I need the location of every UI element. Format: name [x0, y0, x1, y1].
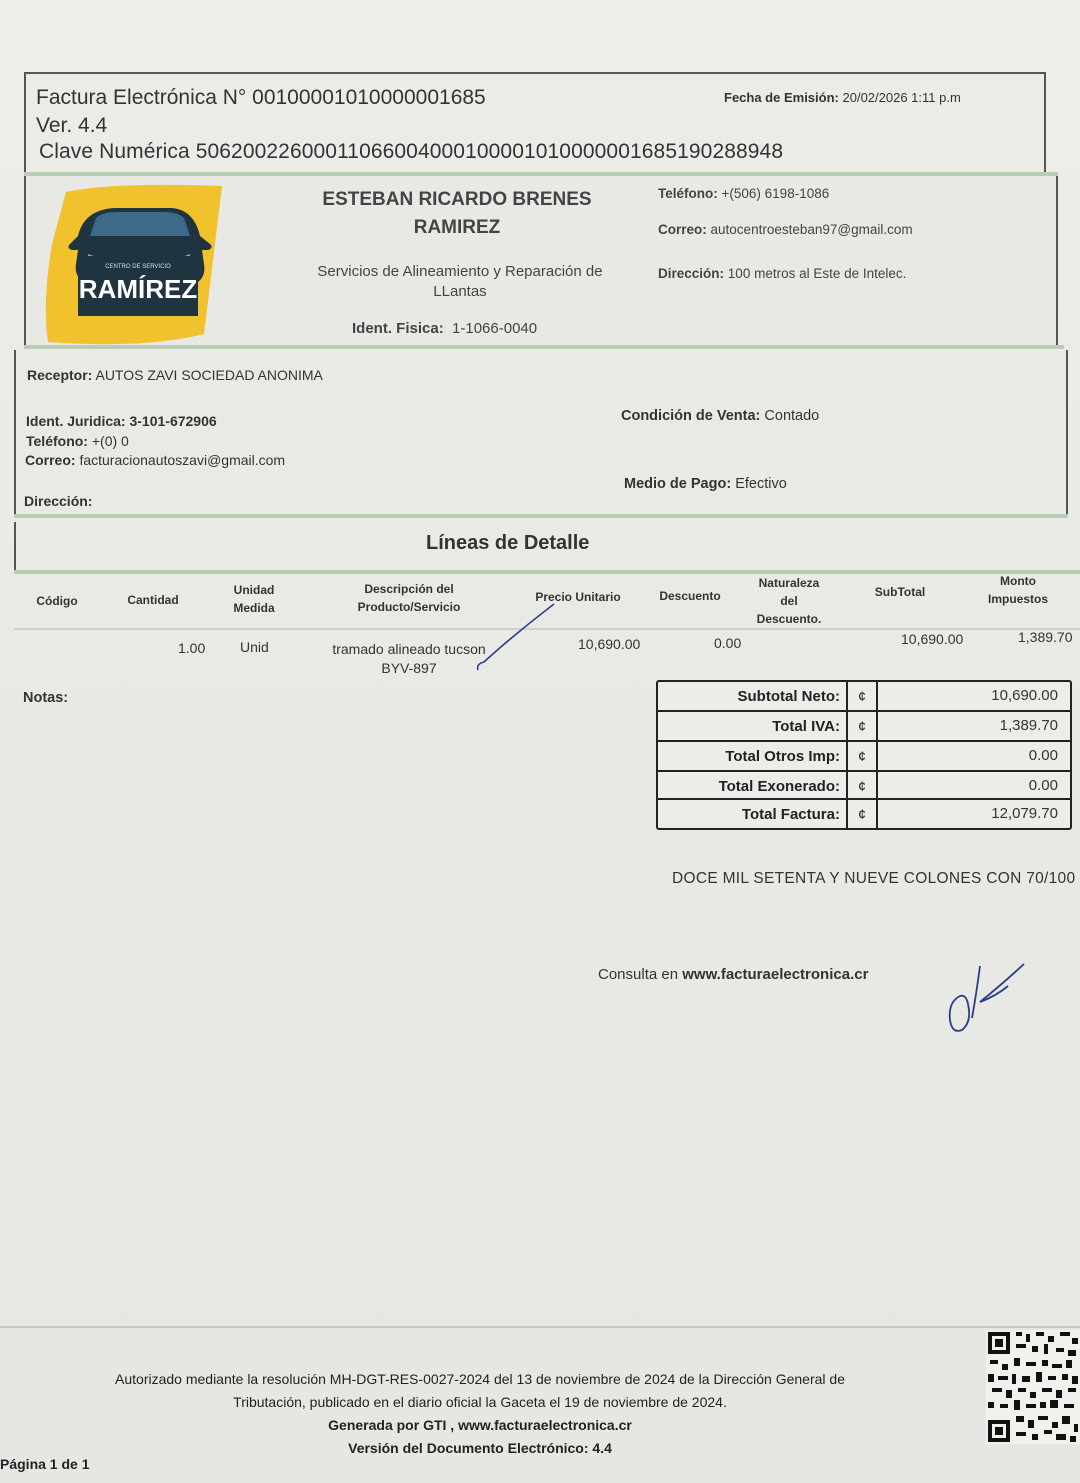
- col-descripcion-line1: Descripción del: [364, 582, 454, 596]
- condicion-value: Contado: [764, 408, 820, 424]
- currency-symbol: ¢: [846, 772, 878, 800]
- col-cantidad: Cantidad: [127, 593, 179, 607]
- totals-row: [658, 710, 1070, 740]
- page-number: Página 1 de 1: [0, 1456, 90, 1472]
- col-monto-line1: Monto: [1000, 574, 1036, 588]
- col-naturaleza-line1: Naturaleza: [758, 576, 820, 590]
- issuer-correo-value: autocentroesteban97@gmail.com: [710, 222, 913, 237]
- logo-text: RAMÍREZ: [78, 274, 198, 304]
- fecha-label: Fecha de Emisión:: [724, 90, 839, 105]
- issuer-direccion-label: Dirección:: [658, 266, 725, 281]
- row-descuento: 0.00: [714, 635, 742, 651]
- footer-separator: [0, 1326, 1080, 1328]
- footer-line4: Versión del Documento Electrónico: 4.4: [348, 1440, 612, 1456]
- company-logo: [44, 184, 222, 346]
- top-margin: [0, 0, 1080, 68]
- invoice-version: Ver. 4.4: [36, 114, 108, 137]
- currency-symbol: ¢: [846, 712, 878, 740]
- receptor-telefono-label: Teléfono:: [26, 433, 88, 449]
- receptor-telefono-value: +(0) 0: [91, 433, 129, 449]
- col-descripcion: [338, 580, 480, 616]
- handwritten-checkmark: [470, 600, 560, 676]
- issuer-ident-label: Ident. Fisica:: [352, 320, 444, 337]
- col-codigo: Código: [36, 594, 78, 608]
- row-descripcion-line2: BYV-897: [381, 660, 437, 676]
- row-cantidad: 1.00: [178, 640, 206, 656]
- issuer-services: Servicios de Alineamiento y Reparación de LLantas: [317, 263, 603, 300]
- issuer-telefono: [658, 186, 829, 201]
- row-impuestos: 1,389.70: [1018, 629, 1073, 645]
- col-subtotal: SubTotal: [874, 585, 926, 599]
- total-value: 0.00: [1028, 777, 1058, 794]
- row-descripcion-line1: tramado alineado tucson: [332, 641, 486, 657]
- logo-small-text: CENTRO DE SERVICIO: [105, 264, 171, 270]
- receptor-telefono: [26, 433, 129, 449]
- invoice-title: Factura Electrónica N° 00100001010000001685: [36, 86, 486, 109]
- clave-numerica: Clave Numérica 50620022600011066004000100001010000001685190288948: [39, 140, 784, 163]
- separator: [14, 570, 1080, 574]
- total-value: 1,389.70: [999, 717, 1058, 734]
- condicion-label: Condición de Venta:: [621, 408, 761, 424]
- consulta-line: [598, 966, 868, 983]
- issuer-telefono-label: Teléfono:: [658, 186, 718, 201]
- medio-label: Medio de Pago:: [624, 476, 732, 492]
- issuer-direccion: [658, 266, 906, 281]
- col-descuento: Descuento: [659, 589, 721, 603]
- total-value: 0.00: [1028, 747, 1058, 764]
- issuer-correo: [658, 222, 913, 237]
- consulta-link[interactable]: www.facturaelectronica.cr: [682, 966, 869, 983]
- footer-line1: Autorizado mediante la resolución MH-DGT-RES-0027-2024 del 13 de noviembre de 2024 de la Dirección General de: [115, 1371, 845, 1387]
- issuer-correo-label: Correo:: [658, 222, 707, 237]
- medio-value: Efectivo: [735, 476, 787, 492]
- receptor-ident-value: 3-101-672906: [129, 413, 217, 429]
- total-label: Total Exonerado:: [718, 778, 840, 795]
- issuer-ident: [352, 320, 537, 337]
- footer-line2: Tributación, publicado en el diario oficial la Gaceta el 19 de noviembre de 2024.: [233, 1394, 727, 1410]
- currency-symbol: ¢: [846, 742, 878, 770]
- handwritten-ok-signature: [940, 956, 1040, 1046]
- col-unidad: [216, 581, 292, 617]
- issuer-ident-value: 1-1066-0040: [452, 320, 538, 337]
- col-unidad-line1: Unidad: [233, 583, 275, 597]
- totals-row: [658, 740, 1070, 770]
- receptor-label: Receptor:: [27, 367, 93, 383]
- qr-code: [986, 1330, 1080, 1444]
- issuer-telefono-value: +(506) 6198-1086: [721, 186, 830, 201]
- separator: [14, 514, 1068, 518]
- currency-symbol: ¢: [846, 682, 878, 712]
- amount-in-words: DOCE MIL SETENTA Y NUEVE COLONES CON 70/100: [672, 870, 1076, 887]
- fecha-value: 20/02/2026 1:11 p.m: [842, 90, 961, 105]
- separator: [24, 345, 1064, 349]
- footer-line3: Generada por GTI , www.facturaelectronica.cr: [328, 1417, 632, 1433]
- total-value: 12,079.70: [991, 805, 1058, 822]
- col-naturaleza: [744, 574, 834, 628]
- row-unidad: Unid: [240, 639, 269, 655]
- notas-label: Notas:: [23, 690, 69, 706]
- fecha-emision: [724, 90, 961, 105]
- receptor-ident: [26, 413, 217, 429]
- issuer-direccion-value: 100 metros al Este de Intelec.: [727, 266, 907, 281]
- totals-row: [658, 770, 1070, 800]
- receptor-direccion: [24, 493, 92, 509]
- issuer-name: ESTEBAN RICARDO BRENES RAMIREZ: [322, 189, 592, 238]
- col-precio: Precio Unitario: [535, 590, 621, 604]
- col-naturaleza-line2: del: [780, 594, 798, 608]
- col-monto-line2: Impuestos: [987, 592, 1048, 606]
- col-descripcion-line2: Producto/Servicio: [357, 600, 461, 614]
- currency-symbol: ¢: [846, 800, 878, 828]
- receptor-correo-label: Correo:: [25, 452, 76, 468]
- col-monto: [976, 572, 1060, 608]
- col-unidad-line2: Medida: [233, 601, 275, 615]
- totals-table: [656, 680, 1072, 830]
- receptor-direccion-label: Dirección:: [24, 493, 93, 509]
- row-precio: 10,690.00: [578, 636, 641, 652]
- totals-row: [658, 682, 1070, 712]
- consulta-prefix: Consulta en: [598, 966, 679, 983]
- medio-pago: [624, 476, 787, 492]
- total-label: Subtotal Neto:: [737, 688, 840, 705]
- total-label: Total Otros Imp:: [725, 748, 840, 765]
- total-label: Total IVA:: [772, 718, 840, 735]
- total-label: Total Factura:: [741, 806, 840, 823]
- row-subtotal: 10,690.00: [901, 631, 964, 647]
- total-value: 10,690.00: [991, 687, 1058, 704]
- receptor-value: AUTOS ZAVI SOCIEDAD ANONIMA: [95, 367, 323, 383]
- receptor-correo: [25, 452, 285, 468]
- col-naturaleza-line3: Descuento.: [756, 612, 822, 626]
- receptor-ident-label: Ident. Juridica:: [26, 413, 126, 429]
- receptor-name: [27, 367, 323, 383]
- condicion-venta: [621, 408, 819, 424]
- detail-title: Líneas de Detalle: [426, 532, 590, 554]
- totals-row: [658, 798, 1070, 828]
- receptor-correo-value: facturacionautoszavi@gmail.com: [79, 452, 286, 468]
- footer: [60, 1368, 900, 1460]
